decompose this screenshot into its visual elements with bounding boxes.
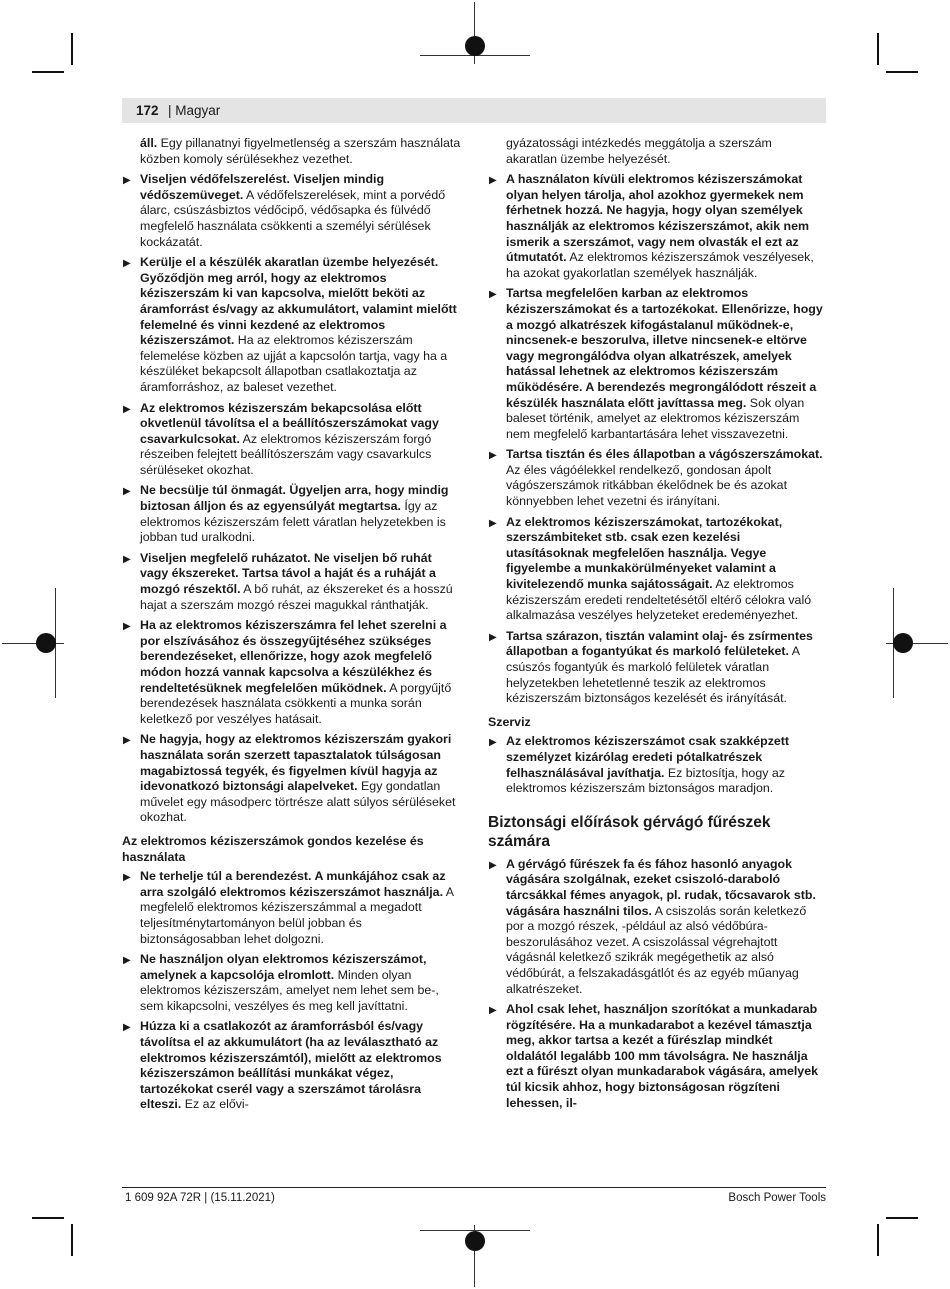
bullet-item [122, 869, 462, 947]
explanation-text: Ha az elektromos kéziszerszám felemelése közben az ujját a kapcsolón tartja, vagy ha a készüléket bekapcsolt állapotban csatlakoztatja az áramforráshoz, az baleset vezethet. [140, 333, 448, 394]
explanation-text: Ez biztosítja, hogy az elektromos kéziszerszám biztonságos maradjon. [506, 765, 785, 796]
bold-instruction: áll. [140, 136, 158, 150]
bold-instruction: Ha az elektromos kéziszerszámra fel lehet szerelni a por elszívásához és összegyűjtéséhez szükséges berendezéseket, ellenőrizze, hogy azok megfelelő módon hozzá vannak kapcsolva a készülékhez és rendeltetésüknek megfelelően működnek. [140, 618, 447, 695]
bullet-triangle-icon: ▶ [123, 1022, 131, 1034]
bullet-item [122, 401, 462, 479]
explanation-text: Sok olyan baleset történik, amelyet az elektromos kéziszerszám nem megfelelő karbantartására lehet visszavezetni. [506, 395, 805, 441]
footer-doc-number: 1 609 92A 72R | (15.11.2021) [125, 1192, 275, 1204]
left-column [122, 136, 462, 1118]
bold-instruction: Ne terhelje túl a berendezést. A munkájához csak az arra szolgáló elektromos kéziszerszámot használja. [140, 869, 446, 899]
explanation-text: A porgyűjtő berendezések használata csökkenti a munka során keletkező por veszélyes hatásait. [140, 680, 452, 726]
bold-instruction: Tartsa tisztán és éles állapotban a vágószerszámokat. [506, 447, 823, 462]
bullet-triangle-icon: ▶ [123, 872, 131, 884]
bullet-item [488, 734, 826, 796]
explanation-text: Az elektromos kéziszerszám forgó részeiben felejtett beállítószerszám vagy csavarkulcs sérüléseket okozhat. [140, 431, 432, 477]
page-header [122, 98, 826, 123]
crop-mark [877, 33, 879, 65]
crop-mark [32, 1217, 64, 1219]
bold-instruction: A gérvágó fűrészek fa és fához hasonló anyagok vágására szolgálnak, ezeket csiszoló-daraboló tárcsákkal fémes anyagok, pl. rudak, tőcsavarok stb. vágására használni tilos. [506, 856, 816, 918]
explanation-text: gyázatossági intézkedés meggátolja a szerszám akaratlan üzembe helyezését. [506, 136, 772, 166]
bold-instruction: Tartsa megfelelően karban az elektromos kéziszerszámokat és a tartozékokat. Ellenőrizze, hogy a mozgó alkatrészek kifogástalanul működnek-e, nincsenek-e beszorulva, illetve nincsenek-e eltörve vagy megrongálódva olyan alkatrészek, amelyek hatással lehetnek az elektromos kéziszerszám működésére. A berendezés megrongálódott részeit a készülék használata előtt javíttassa meg. [506, 286, 823, 410]
registration-mark-left [36, 633, 56, 653]
crop-mark [886, 71, 918, 73]
bold-instruction: Tartsa szárazon, tisztán valamint olaj- és zsírmentes állapotban a fogantyúkat és markoló felületeket. [506, 628, 813, 659]
bullet-triangle-icon: ▶ [123, 175, 131, 187]
explanation-text: Az éles vágóélekkel rendelkező, gondosan ápolt vágószerszámok ritkábban ékelődnek be és azokat könnyebben lehet vezetni és irányítani. [506, 462, 788, 509]
registration-mark-top [465, 36, 485, 56]
bold-instruction: Ne használjon olyan elektromos kéziszerszámot, amelynek a kapcsolója elromlott. [140, 952, 427, 982]
bullet-item [122, 172, 462, 250]
explanation-text: A csiszolás során keletkező por a mozgó részek, -például az alsó védőbúra- beszorulásához vezet. A csiszolással végrehajtott vágásnál keletkező szikrák megégethetik az alsó védőbúrát, a felszakadásgátlót és az egyéb műanyag alkatrészeket. [506, 903, 807, 996]
explanation-text: A védőfelszerelések, mint a porvédő álarc, csúszásbiztos védőcipő, védősapka és fülvédő megfelelő használata csökkenti a személyi sérülések kockázatát. [140, 187, 446, 249]
registration-mark-right [893, 633, 913, 653]
bullet-triangle-icon: ▶ [489, 859, 497, 871]
right-column [488, 136, 826, 1116]
bold-instruction: Húzza ki a csatlakozót az áramforrásból és/vagy távolítsa el az akkumulátort (ha az leválasztható az elektromos kéziszerszámtól), mielőtt az elektromos kéziszerszámon beállítási munkákat végez, tartozékokat cserél vagy a szerszámot tárolásra elteszi. [140, 1019, 442, 1112]
bullet-item [122, 255, 462, 395]
bullet-item [488, 286, 826, 442]
bullet-triangle-icon: ▶ [489, 737, 497, 749]
crop-mark [886, 1217, 918, 1219]
section-heading: Biztonsági előírások gérvágó fűrészek számára [488, 813, 771, 850]
bullet-item [488, 447, 826, 509]
crop-mark [877, 1224, 879, 1256]
page-language: | Magyar [168, 103, 221, 118]
bullet-triangle-icon: ▶ [123, 735, 131, 747]
bullet-triangle-icon: ▶ [123, 955, 131, 967]
bold-instruction: Az elektromos kéziszerszám bekapcsolása előtt okvetlenül távolítsa el a beállítószerszámokat vagy csavarkulcsokat. [140, 400, 439, 446]
bullet-item [488, 172, 826, 281]
bold-instruction: Viseljen védőfelszerelést. Viseljen mindig védőszemüveget. [140, 172, 385, 202]
bullet-triangle-icon: ▶ [123, 486, 131, 498]
bullet-item [122, 483, 462, 545]
bold-instruction: Ne hagyja, hogy az elektromos kéziszerszám gyakori használata során szerzett tapasztalatok túlságosan magabiztossá tegyék, és figyelmen kívül hagyja az idevonatkozó biztonsági alapelveket. [140, 732, 452, 794]
bullet-triangle-icon: ▶ [489, 450, 497, 462]
bullet-item [488, 515, 826, 624]
explanation-text: Az elektromos kéziszerszámok veszélyesek, ha azokat gyakorlatlan személyek használják. [506, 250, 814, 280]
sub-heading: Szerviz [488, 714, 531, 729]
bullet-triangle-icon: ▶ [123, 621, 131, 633]
bullet-item [122, 551, 462, 613]
explanation-text: Az elektromos kéziszerszám eredeti rendeltetésétől eltérő célokra való alkalmazása veszélyes helyzeteket eredeményezhet. [506, 577, 812, 623]
bullet-triangle-icon: ▶ [489, 631, 497, 643]
crop-mark [71, 1224, 73, 1256]
continued-paragraph [122, 136, 462, 167]
bullet-triangle-icon: ▶ [489, 175, 497, 187]
sub-heading: Az elektromos kéziszerszámok gondos kezelése és használata [122, 833, 424, 864]
bullet-item [122, 952, 462, 1014]
footer-rule [122, 1187, 826, 1188]
explanation-text: Minden olyan elektromos kéziszerszám, amelyet nem lehet sem be-, sem kikapcsolni, veszélyes és meg kell javíttatni. [140, 967, 439, 1013]
explanation-text: A bő ruhát, az ékszereket és a hosszú hajat a szerszám mozgó részei magukkal ránthatják. [140, 582, 453, 612]
explanation-text: A megfelelő elektromos kéziszerszámmal a megadott teljesítménytartományon belül jobban és biztonságosabban lehet dolgozni. [140, 884, 454, 946]
bold-instruction: Viseljen megfelelő ruházatot. Ne viseljen bő ruhát vagy ékszereket. Tartsa távol a haját és a ruháját a mozgó részektől. [140, 550, 436, 597]
explanation-text: Ez az elővi- [181, 1097, 249, 1112]
crop-mark [71, 33, 73, 65]
bullet-item [122, 618, 462, 727]
bold-instruction: Ne becsülje túl önmagát. Ügyeljen arra, hogy mindig biztosan álljon és az egyensúlyát megtartsa. [140, 483, 449, 514]
bullet-triangle-icon: ▶ [489, 289, 497, 301]
footer-brand: Bosch Power Tools [728, 1192, 826, 1204]
explanation-text: Egy pillanatnyi figyelmetlenség a szerszám használata közben komoly sérülésekhez vezethet. [140, 136, 461, 166]
bold-instruction: Az elektromos kéziszerszámokat, tartozékokat, szerszámbiteket stb. csak ezen kezelési utasításoknak megfelelően használja. Vegye figyelembe a munkakörülményeket valamint a kivitelezendő munka sajátosságait. [506, 514, 783, 592]
page-number: 172 [136, 103, 159, 118]
bullet-item [122, 1019, 462, 1113]
explanation-text: Egy gondatlan művelet egy másodperc törtrésze alatt súlyos sérüléseket okozhat. [140, 779, 456, 825]
bold-instruction: Kerülje el a készülék akaratlan üzembe helyezését. Győződjön meg arról, hogy az elektromos kéziszerszám ki van kapcsolva, mielőtt beköti az áramforrást és/vagy az akkumulátort, valamint mielőtt felemelné és vinni kezdené az elektromos kéziszerszámot. [140, 255, 457, 348]
bullet-triangle-icon: ▶ [123, 553, 131, 565]
crop-mark [32, 71, 64, 73]
bullet-triangle-icon: ▶ [489, 517, 497, 529]
bold-instruction: Ahol csak lehet, használjon szorítókat a munkadarab rögzítésére. Ha a munkadarabot a kezével támasztja meg, akkor tartsa a kezét a fűrészlap mindkét oldalától legalább 100 mm távolságra. Ne használja ezt a fűrészt olyan munkadarabok vágására, amelyek túl kicsik ahhoz, hogy biztonságosan rögzíteni lehessen, il- [506, 1002, 818, 1110]
bullet-item [488, 629, 826, 707]
explanation-text: A csúszós fogantyúk és markoló felületek váratlan helyzetekben lehetetlenné teszik az elektromos kéziszerszám biztonságos kezelését és irányítását. [506, 644, 800, 706]
bullet-triangle-icon: ▶ [489, 1005, 497, 1017]
bold-instruction: A használaton kívüli elektromos kéziszerszámokat olyan helyen tárolja, ahol azokhoz gyermekek nem férhetnek hozzá. Ne hagyja, hogy olyan személyek használják az elektromos kéziszerszámot, akik nem ismerik a szerszámot, vagy nem olvasták el ezt az útmutatót. [506, 172, 810, 265]
bullet-triangle-icon: ▶ [123, 403, 131, 415]
bullet-item [488, 857, 826, 997]
continued-paragraph [488, 136, 826, 167]
bold-instruction: Az elektromos kéziszerszámot csak szakképzett személyzet kizárólag eredeti pótalkatrészek felhasználásával javíthatja. [506, 734, 790, 780]
explanation-text: Így az elektromos kéziszerszám felett váratlan helyzetekben is jobban tud uralkodni. [140, 499, 446, 545]
bullet-item [488, 1002, 826, 1111]
bullet-triangle-icon: ▶ [123, 258, 131, 270]
bullet-item [122, 732, 462, 826]
registration-mark-bottom [465, 1231, 485, 1251]
